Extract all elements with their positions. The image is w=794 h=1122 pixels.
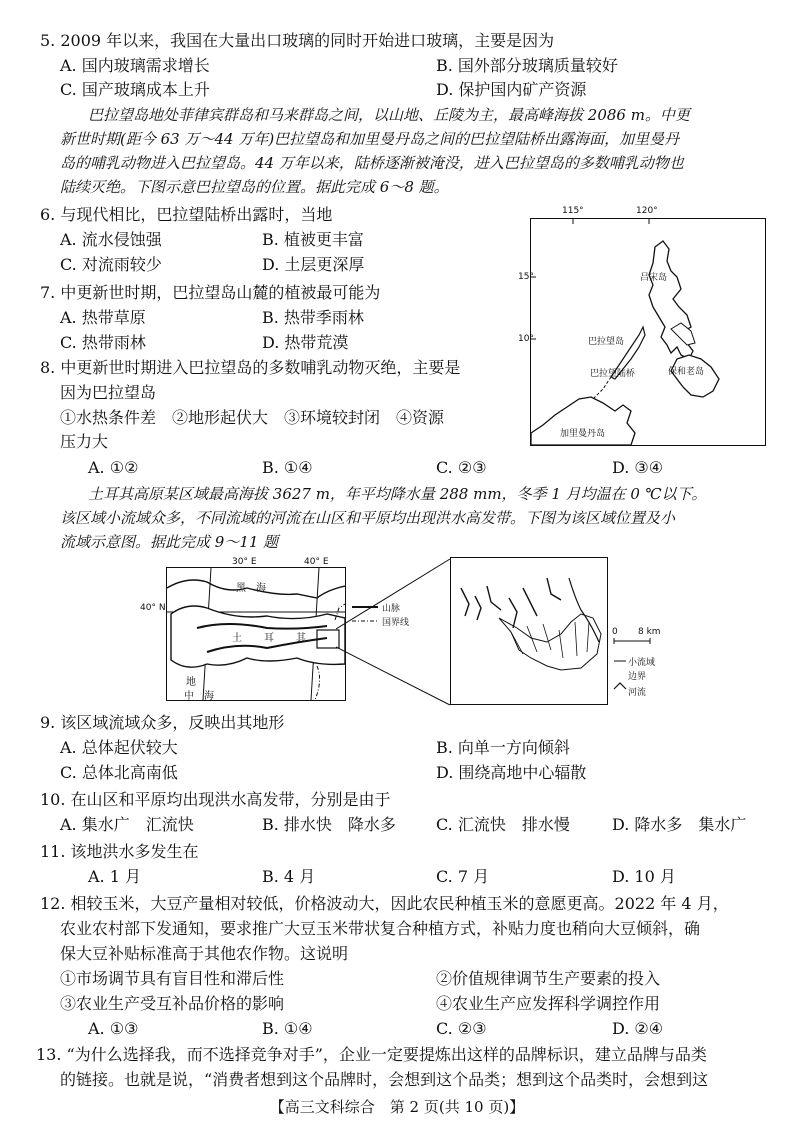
- passage2-line: 流域示意图。据此完成 9～11 题: [60, 533, 279, 551]
- passage2-line: 该区域小流域众多，不同流域的河流在山区和平原均出现洪水高发带。下图为该区域位置及小: [60, 509, 676, 527]
- map2-detail-frame: [450, 557, 608, 705]
- map2-label-turkey-1: 土: [232, 633, 242, 644]
- q8-stem: 8. 中更新世时期进入巴拉望岛的多数哺乳动物灭绝，主要是: [40, 358, 461, 377]
- q6-option-b: B. 植被更丰富: [262, 230, 364, 249]
- q12-option-c: C. ②③: [436, 1019, 487, 1038]
- map1-frame: [530, 218, 766, 446]
- passage1-line: 巴拉望岛地处菲律宾群岛和马来群岛之间，以山地、丘陵为主，最高峰海拔 2086 m。中更: [88, 106, 690, 124]
- q8-choices: ①水热条件差 ②地形起伏大 ③环境较封闭 ④资源: [60, 408, 445, 427]
- passage1-line: 陆续灭绝。下图示意巴拉望岛的位置。据此完成 6～8 题。: [60, 178, 449, 196]
- map1-label-borneo: 加里曼丹岛: [560, 429, 606, 439]
- q6-option-c: C. 对流雨较少: [60, 255, 162, 274]
- q5-option-d: D. 保护国内矿产资源: [436, 80, 587, 99]
- q12-stem-cont: 农业农村部下发通知，要求推广大豆玉米带状复合种植方式，补贴力度也稍向大豆倾斜，确: [60, 919, 701, 938]
- q8-option-d: D. ③④: [612, 458, 664, 477]
- q10-option-b: B. 排水快 降水多: [262, 815, 396, 834]
- q8-option-c: C. ②③: [436, 458, 487, 477]
- q12-option-b: B. ①④: [262, 1019, 313, 1038]
- q9-option-c: C. 总体北高南低: [60, 763, 178, 782]
- q6-option-d: D. 土层更深厚: [262, 255, 365, 274]
- map1-lat-15: 15°: [518, 272, 534, 282]
- map1-label-bohol: 保和老岛: [668, 367, 705, 377]
- map1-drawing: [531, 219, 765, 445]
- map1-label-palawan: 巴拉望岛: [588, 337, 625, 347]
- q11-stem: 11. 该地洪水多发生在: [40, 842, 199, 861]
- map2-scale-8km: 8 km: [638, 627, 661, 637]
- q12-option-d: D. ②④: [612, 1019, 664, 1038]
- map2-legend-basin-boundary: 边界: [628, 672, 647, 682]
- map2-label-med-2: 中 海: [184, 691, 214, 702]
- q12-choice-4: ④农业生产应发挥科学调控作用: [436, 994, 661, 1013]
- q8-option-a: A. ①②: [88, 458, 139, 477]
- q5-stem: 5. 2009 年以来，我国在大量出口玻璃的同时开始进口玻璃，主要是因为: [40, 31, 555, 50]
- q10-stem: 10. 在山区和平原均出现洪水高发带，分别是由于: [40, 790, 391, 809]
- q12-option-a: A. ①③: [88, 1019, 139, 1038]
- palawan-map: [518, 206, 766, 446]
- q5-option-a: A. 国内玻璃需求增长: [60, 56, 210, 75]
- q12-choice-1: ①市场调节具有盲目性和滞后性: [60, 969, 285, 988]
- q7-option-b: B. 热带季雨林: [262, 308, 364, 327]
- map2-zoom-lines: [336, 557, 456, 707]
- map1-label-luzon: 吕宋岛: [640, 273, 668, 283]
- q7-option-d: D. 热带荒漠: [262, 333, 349, 352]
- q12-choice-2: ②价值规律调节生产要素的投入: [436, 969, 661, 988]
- q10-option-c: C. 汇流快 排水慢: [436, 815, 570, 834]
- map2-legend-border: 国界线: [382, 618, 410, 628]
- q6-option-a: A. 流水侵蚀强: [60, 230, 162, 249]
- q9-option-a: A. 总体起伏较大: [60, 738, 178, 757]
- map2-scale-zero: 0: [612, 627, 618, 637]
- q12-choice-3: ③农业生产受互补品价格的影响: [60, 994, 285, 1013]
- q8-stem-cont: 因为巴拉望岛: [60, 383, 157, 402]
- q11-option-d: D. 10 月: [612, 867, 676, 886]
- map2-lon-40: 40° E: [304, 557, 329, 567]
- q9-option-d: D. 围绕高地中心辐散: [436, 763, 587, 782]
- q7-stem: 7. 中更新世时期，巴拉望岛山麓的植被最可能为: [40, 283, 381, 302]
- q6-stem: 6. 与现代相比，巴拉望陆桥出露时，当地: [40, 205, 333, 224]
- map2-label-black-sea: 黑 海: [236, 583, 266, 594]
- turkey-map: [140, 557, 700, 707]
- q10-option-d: D. 降水多 集水广: [612, 815, 747, 834]
- map2-lon-30: 30° E: [232, 557, 257, 567]
- q10-option-a: A. 集水广 汇流快: [60, 815, 194, 834]
- q11-option-b: B. 4 月: [262, 867, 316, 886]
- q13-stem-cont: 的链接。也就是说，“消费者想到这个品牌时，会想到这个品类；想到这个品类时，会想到这: [60, 1070, 709, 1089]
- q7-option-c: C. 热带雨林: [60, 333, 146, 352]
- map2-legend-river: 河流: [628, 688, 647, 698]
- q11-option-c: C. 7 月: [436, 867, 490, 886]
- q12-stem-cont: 保大豆补贴标准高于其他农作物。这说明: [60, 944, 349, 963]
- passage1-line: 新世时期(距今 63 万～44 万年)巴拉望岛和加里曼丹岛之间的巴拉望陆桥出露海面，加里曼丹: [60, 130, 680, 148]
- q13-stem: 13. “为什么选择我，而不选择竞争对手”，企业一定要提炼出这样的品牌标识，建立品牌与品类: [36, 1045, 707, 1064]
- q7-option-a: A. 热带草原: [60, 308, 146, 327]
- map2-label-turkey-3: 其: [296, 633, 306, 644]
- q5-option-c: C. 国产玻璃成本上升: [60, 80, 210, 99]
- map1-label-bridge: 巴拉望陆桥: [590, 369, 636, 379]
- map1-lon-120: 120°: [636, 206, 658, 216]
- q12-stem: 12. 相较玉米，大豆产量相对较低，价格波动大，因此农民种植玉米的意愿更高。2022 年 4 月，: [40, 894, 729, 913]
- q11-option-a: A. 1 月: [88, 867, 141, 886]
- map2-lat-40: 40° N: [140, 603, 166, 613]
- passage2-line: 土耳其高原某区域最高海拔 3627 m，年平均降水量 288 mm，冬季 1 月均温在 0 ℃以下。: [88, 485, 707, 503]
- map1-lon-115: 115°: [562, 206, 584, 216]
- q5-option-b: B. 国外部分玻璃质量较好: [436, 56, 618, 75]
- map1-lat-10: 10°: [518, 334, 534, 344]
- map2-detail-drawing: [451, 558, 607, 704]
- page-footer: 【高三文科综合 第 2 页(共 10 页)】: [269, 1098, 525, 1116]
- map2-label-med-1: 地: [186, 677, 196, 688]
- map2-legend-mountain: 山脉: [382, 604, 401, 614]
- map2-label-turkey-2: 耳: [264, 633, 274, 644]
- q9-option-b: B. 向单一方向倾斜: [436, 738, 570, 757]
- q9-stem: 9. 该区域流域众多，反映出其地形: [40, 713, 285, 732]
- q8-choices-cont: 压力大: [60, 432, 109, 451]
- q8-option-b: B. ①④: [262, 458, 313, 477]
- passage1-line: 岛的哺乳动物进入巴拉望岛。44 万年以来，陆桥逐渐被淹没，进入巴拉望岛的多数哺乳动物也: [60, 154, 684, 172]
- map2-legend-basin: 小流域: [628, 658, 656, 668]
